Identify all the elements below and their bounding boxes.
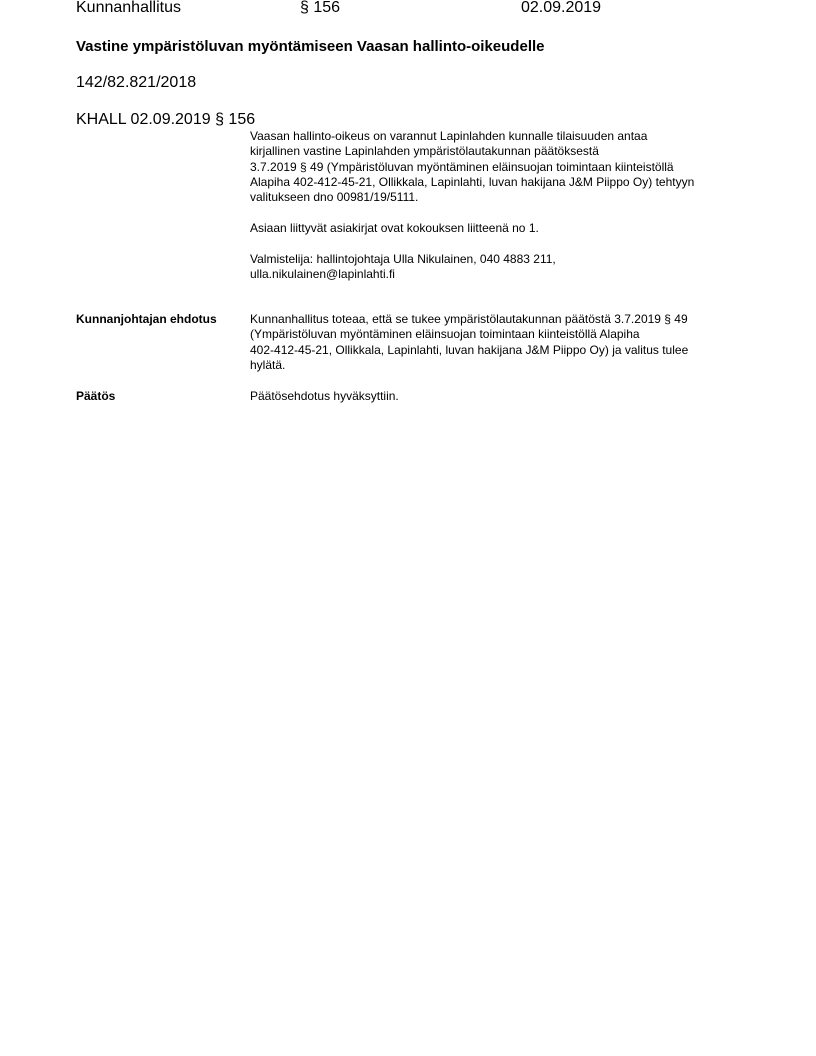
preparer-paragraph xyxy=(250,252,750,283)
text-line: Päätösehdotus hyväksyttiin. xyxy=(250,389,399,403)
proposal-text xyxy=(250,312,750,373)
reference-number: 142/82.821/2018 xyxy=(76,74,197,91)
decision-label: Päätös xyxy=(76,389,116,403)
text-line: Asiaan liittyvät asiakirjat ovat kokouksen liitteenä no 1. xyxy=(250,221,539,235)
document-header xyxy=(76,0,776,18)
preparer-email: ulla.nikulainen@lapinlahti.fi xyxy=(250,267,395,282)
text-line: Kunnanhallitus toteaa, että se tukee ympäristölautakunnan päätöstä 3.7.2019 § 49 xyxy=(250,312,688,326)
header-body-name: Kunnanhallitus xyxy=(76,0,181,16)
text-line: Vaasan hallinto-oikeus on varannut Lapinlahden kunnalle tilaisuuden antaa xyxy=(250,129,648,143)
text-line: (Ympäristöluvan myöntäminen eläinsuojan toimintaan kiinteistöllä Alapiha xyxy=(250,327,640,342)
header-section-number: § 156 xyxy=(300,0,341,16)
text-line: 402-412-45-21, Ollikkala, Lapinlahti, luvan hakijana J&M Piippo Oy) ja valitus tulee xyxy=(250,342,689,357)
text-line: kirjallinen vastine Lapinlahden ympäristölautakunnan päätöksestä xyxy=(250,144,599,159)
text-line: Valmistelija: hallintojohtaja Ulla Nikulainen, 040 4883 211, xyxy=(250,252,556,266)
decision-text xyxy=(250,389,750,404)
background-paragraph xyxy=(250,129,750,205)
header-date: 02.09.2019 xyxy=(521,0,602,16)
text-line: hylätä. xyxy=(250,357,286,372)
text-line: valitukseen dno 00981/19/5111. xyxy=(250,190,419,205)
meeting-reference: KHALL 02.09.2019 § 156 xyxy=(76,111,256,128)
document-title: Vastine ympäristöluvan myöntämiseen Vaasan hallinto-oikeudelle xyxy=(76,38,545,55)
text-line: 3.7.2019 § 49 (Ympäristöluvan myöntäminen eläinsuojan toimintaan kiinteistöllä xyxy=(250,159,674,174)
attachments-paragraph xyxy=(250,221,750,236)
proposal-label: Kunnanjohtajan ehdotus xyxy=(76,312,217,326)
text-line: Alapiha 402-412-45-21, Ollikkala, Lapinlahti, luvan hakijana J&M Piippo Oy) tehtyyn xyxy=(250,174,695,189)
